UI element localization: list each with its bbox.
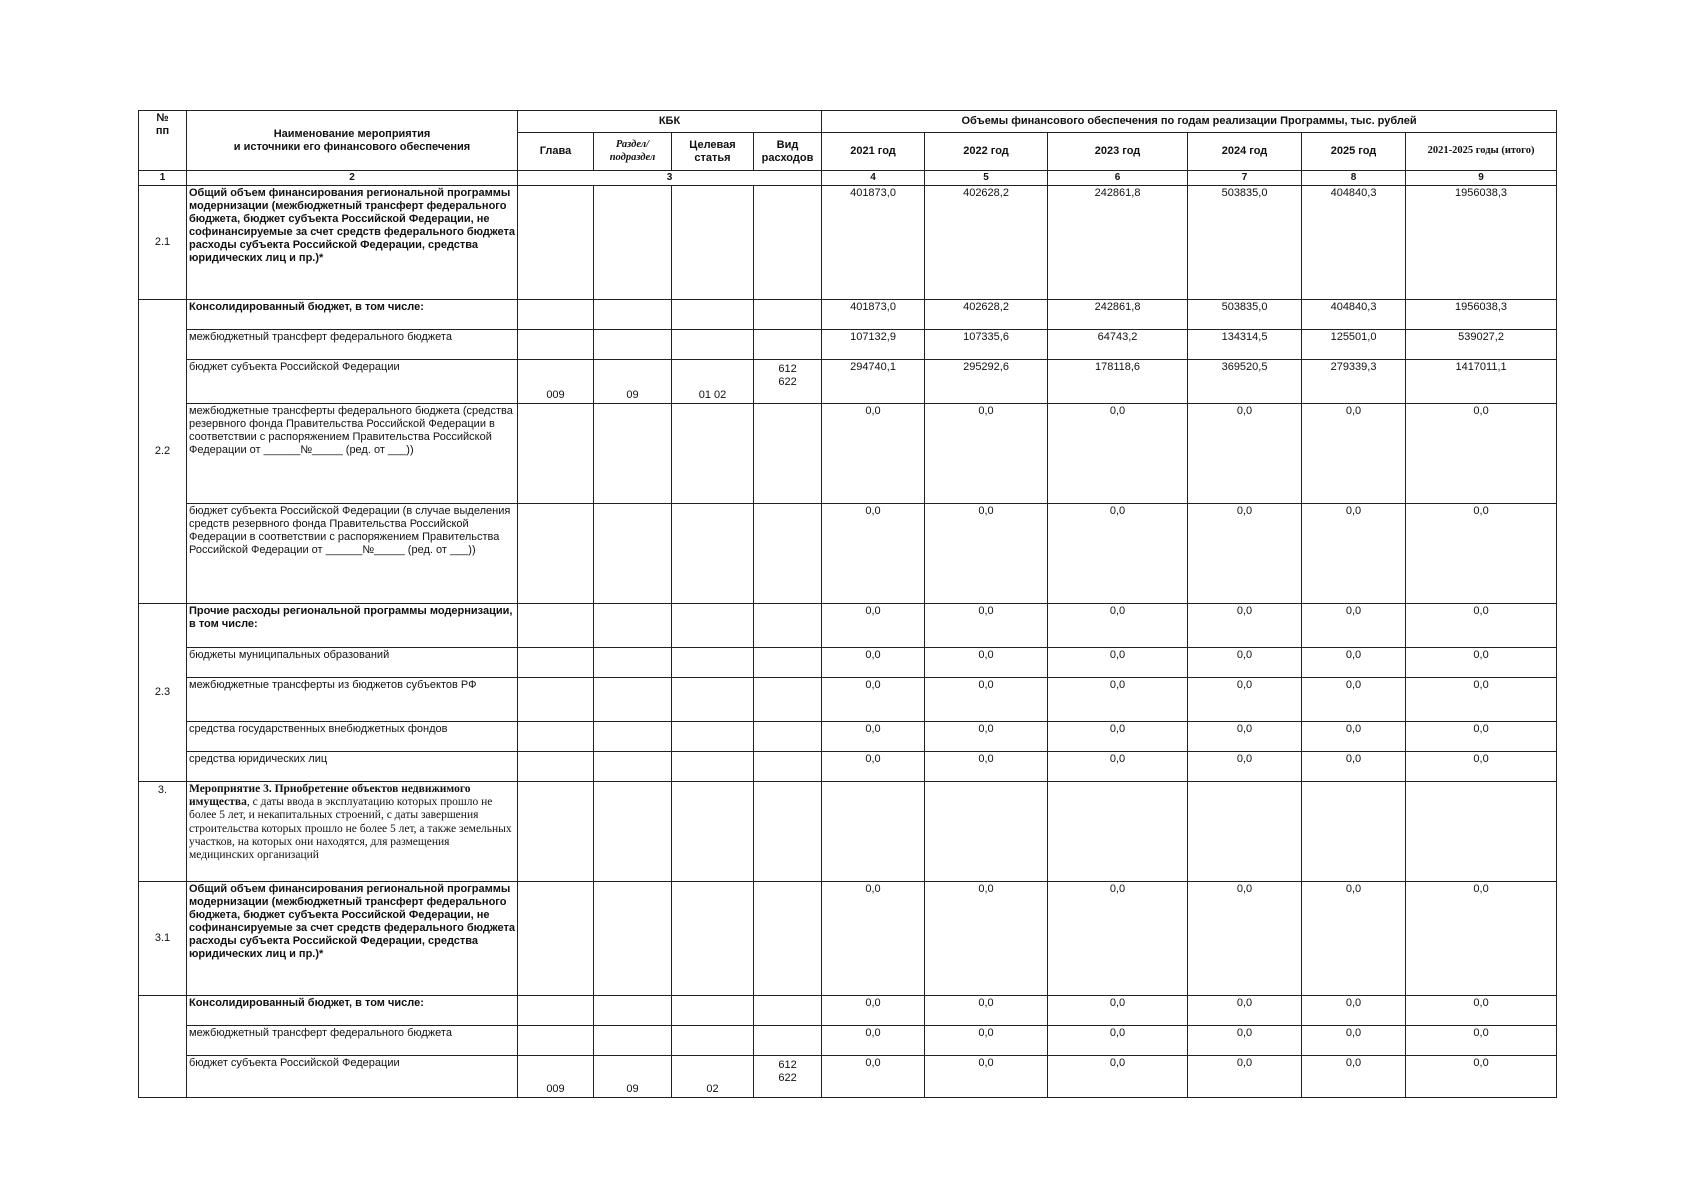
value-cell: 0,0 (822, 648, 925, 678)
kbk-glava (518, 504, 594, 604)
value-cell: 0,0 (822, 722, 925, 752)
kbk-celevaya (672, 882, 754, 996)
value-cell: 0,0 (1048, 604, 1188, 648)
value-cell: 0,0 (1048, 504, 1188, 604)
table-row (139, 186, 1557, 300)
value-cell: 0,0 (1302, 1026, 1406, 1056)
kbk-vid (754, 504, 822, 604)
kbk-vid: 612 622 (754, 1056, 822, 1098)
header-year: 2025 год (1302, 133, 1406, 171)
table-row (139, 300, 1557, 330)
value-cell: 0,0 (1188, 404, 1302, 504)
value-cell: 0,0 (1048, 752, 1188, 782)
table-row (139, 752, 1557, 782)
kbk-celevaya (672, 722, 754, 752)
row-name: межбюджетный трансферт федерального бюджета (187, 1026, 518, 1056)
table-row (139, 722, 1557, 752)
kbk-razdel (594, 1026, 672, 1056)
activity-title: Мероприятие 3. Приобретение объектов недвижимого имущества (189, 783, 471, 809)
row-number: 2.3 (139, 604, 187, 782)
kbk-glava (518, 186, 594, 300)
value-cell: 0,0 (1188, 1056, 1302, 1098)
value-cell: 404840,3 (1302, 300, 1406, 330)
row-number: 2.2 (139, 300, 187, 604)
value-cell: 279339,3 (1302, 360, 1406, 404)
table-row (139, 648, 1557, 678)
value-cell: 178118,6 (1048, 360, 1188, 404)
row-name: межбюджетные трансферты из бюджетов субъектов РФ (187, 678, 518, 722)
header-year: 2021 год (822, 133, 925, 171)
kbk-razdel: 09 (594, 360, 672, 404)
value-cell: 0,0 (822, 504, 925, 604)
kbk-vid (754, 648, 822, 678)
kbk-razdel (594, 782, 672, 882)
table-row (139, 1026, 1557, 1056)
finance-table-sheet (138, 110, 1556, 1098)
kbk-celevaya: 02 (672, 1056, 754, 1098)
value-cell: 0,0 (925, 722, 1048, 752)
value-cell: 107132,9 (822, 330, 925, 360)
index-cell: 4 (822, 171, 925, 186)
value-cell: 0,0 (1048, 996, 1188, 1026)
kbk-glava: 009 (518, 1056, 594, 1098)
kbk-razdel: 09 (594, 1056, 672, 1098)
value-cell: 539027,2 (1406, 330, 1557, 360)
value-cell: 0,0 (1302, 404, 1406, 504)
value-cell: 0,0 (1406, 504, 1557, 604)
row-number (139, 996, 187, 1098)
value-cell: 295292,6 (925, 360, 1048, 404)
index-cell: 5 (925, 171, 1048, 186)
value-cell: 0,0 (1048, 1026, 1188, 1056)
value-cell: 0,0 (822, 882, 925, 996)
value-cell: 0,0 (1406, 752, 1557, 782)
value-cell: 0,0 (925, 648, 1048, 678)
row-name: средства юридических лиц (187, 752, 518, 782)
header-year: 2022 год (925, 133, 1048, 171)
row-name: средства государственных внебюджетных фондов (187, 722, 518, 752)
value-cell: 64743,2 (1048, 330, 1188, 360)
row-name: Прочие расходы региональной программы модернизации, в том числе: (187, 604, 518, 648)
value-cell: 0,0 (1406, 678, 1557, 722)
header-year: 2023 год (1048, 133, 1188, 171)
kbk-razdel (594, 678, 672, 722)
value-cell: 0,0 (1188, 648, 1302, 678)
index-cell: 8 (1302, 171, 1406, 186)
value-cell: 0,0 (822, 604, 925, 648)
value-cell (1048, 782, 1188, 882)
row-name: Консолидированный бюджет, в том числе: (187, 996, 518, 1026)
kbk-celevaya: 01 02 (672, 360, 754, 404)
kbk-glava (518, 404, 594, 504)
kbk-glava (518, 648, 594, 678)
value-cell: 0,0 (1406, 882, 1557, 996)
row-name: бюджет субъекта Российской Федерации (187, 360, 518, 404)
table-row (139, 996, 1557, 1026)
value-cell: 0,0 (822, 1056, 925, 1098)
header-name: Наименование мероприятия и источники его финансового обеспечения (187, 111, 518, 171)
row-number: 2.1 (139, 186, 187, 300)
value-cell: 0,0 (1188, 604, 1302, 648)
kbk-vid (754, 752, 822, 782)
kbk-celevaya (672, 300, 754, 330)
value-cell: 0,0 (1048, 1056, 1188, 1098)
value-cell: 1417011,1 (1406, 360, 1557, 404)
value-cell: 134314,5 (1188, 330, 1302, 360)
value-cell: 0,0 (1302, 996, 1406, 1026)
activity-description: , с даты ввода в эксплуатацию которых прошло не более 5 лет, и некапитальных строений, с даты завершения строительства которых прошло не более 5 лет, а также земельных участков, на которых они находятся, для размещения медицинских организаций (189, 796, 512, 862)
kbk-glava (518, 678, 594, 722)
kbk-vid (754, 186, 822, 300)
value-cell: 0,0 (1406, 1056, 1557, 1098)
finance-table (138, 110, 1557, 1098)
value-cell: 0,0 (1188, 722, 1302, 752)
index-cell: 6 (1048, 171, 1188, 186)
value-cell: 0,0 (1302, 678, 1406, 722)
kbk-vid (754, 882, 822, 996)
kbk-glava (518, 882, 594, 996)
value-cell: 0,0 (1188, 882, 1302, 996)
table-row (139, 1056, 1557, 1098)
kbk-celevaya (672, 752, 754, 782)
kbk-razdel (594, 722, 672, 752)
kbk-razdel (594, 404, 672, 504)
value-cell: 0,0 (1302, 648, 1406, 678)
value-cell: 0,0 (1048, 648, 1188, 678)
value-cell: 0,0 (822, 678, 925, 722)
value-cell: 401873,0 (822, 300, 925, 330)
kbk-vid (754, 1026, 822, 1056)
value-cell: 107335,6 (925, 330, 1048, 360)
index-cell: 7 (1188, 171, 1302, 186)
row-name: Общий объем финансирования региональной программы модернизации (межбюджетный трансферт федерального бюджета, бюджет субъекта Российской Федерации, не софинансируемые за счет средств федерального бюджета расходы субъекта Российской Федерации, средства юридических лиц и пр.)* (187, 186, 518, 300)
kbk-celevaya (672, 330, 754, 360)
header-celevaya: Целевая статья (672, 133, 754, 171)
value-cell: 0,0 (1302, 882, 1406, 996)
value-cell: 0,0 (1406, 722, 1557, 752)
kbk-glava (518, 330, 594, 360)
value-cell: 0,0 (925, 996, 1048, 1026)
kbk-glava (518, 300, 594, 330)
row-name: межбюджетные трансферты федерального бюджета (средства резервного фонда Правительства Российской Федерации в соответствии с распоряжением Правительства Российской Федерации от ______№_____ (ред. от ___)) (187, 404, 518, 504)
table-row (139, 330, 1557, 360)
value-cell (1406, 782, 1557, 882)
kbk-celevaya (672, 648, 754, 678)
value-cell: 401873,0 (822, 186, 925, 300)
value-cell: 294740,1 (822, 360, 925, 404)
index-cell: 1 (139, 171, 187, 186)
value-cell: 0,0 (925, 1056, 1048, 1098)
value-cell: 369520,5 (1188, 360, 1302, 404)
kbk-celevaya (672, 604, 754, 648)
value-cell: 0,0 (1406, 404, 1557, 504)
value-cell: 0,0 (1302, 1056, 1406, 1098)
kbk-celevaya (672, 678, 754, 722)
value-cell: 0,0 (1048, 404, 1188, 504)
value-cell: 242861,8 (1048, 300, 1188, 330)
value-cell: 0,0 (822, 996, 925, 1026)
value-cell: 0,0 (1188, 752, 1302, 782)
value-cell: 0,0 (1302, 504, 1406, 604)
kbk-vid (754, 330, 822, 360)
value-cell: 0,0 (1048, 678, 1188, 722)
kbk-celevaya (672, 504, 754, 604)
kbk-glava (518, 996, 594, 1026)
header-kbk: КБК (518, 111, 822, 133)
value-cell (1302, 782, 1406, 882)
table-row (139, 604, 1557, 648)
table-row (139, 360, 1557, 404)
kbk-vid: 612 622 (754, 360, 822, 404)
value-cell: 125501,0 (1302, 330, 1406, 360)
index-cell: 3 (518, 171, 822, 186)
kbk-celevaya (672, 782, 754, 882)
value-cell: 0,0 (925, 752, 1048, 782)
row-name: межбюджетный трансферт федерального бюджета (187, 330, 518, 360)
value-cell: 0,0 (925, 404, 1048, 504)
row-name: бюджеты муниципальных образований (187, 648, 518, 678)
kbk-glava (518, 782, 594, 882)
header-volumes: Объемы финансового обеспечения по годам реализации Программы, тыс. рублей (822, 111, 1557, 133)
table-row (139, 782, 1557, 882)
header-vid: Вид расходов (754, 133, 822, 171)
row-name: бюджет субъекта Российской Федерации (в случае выделения средств резервного фонда Правительства Российской Федерации в соответствии с распоряжением Правительства Российской Федерации от ______№_____ (ред. от ___)) (187, 504, 518, 604)
header-year-total: 2021-2025 годы (итого) (1406, 133, 1557, 171)
kbk-celevaya (672, 404, 754, 504)
value-cell: 0,0 (1406, 1026, 1557, 1056)
kbk-vid (754, 300, 822, 330)
kbk-glava: 009 (518, 360, 594, 404)
value-cell: 0,0 (1188, 504, 1302, 604)
value-cell: 0,0 (1188, 996, 1302, 1026)
kbk-razdel (594, 300, 672, 330)
value-cell: 0,0 (1302, 752, 1406, 782)
kbk-razdel (594, 752, 672, 782)
kbk-vid (754, 782, 822, 882)
header-no: № пп (139, 111, 187, 171)
value-cell: 1956038,3 (1406, 186, 1557, 300)
value-cell: 0,0 (1406, 996, 1557, 1026)
header-razdel: Раздел/ подраздел (594, 133, 672, 171)
kbk-vid (754, 604, 822, 648)
value-cell: 0,0 (925, 604, 1048, 648)
value-cell: 0,0 (925, 678, 1048, 722)
kbk-glava (518, 604, 594, 648)
table-row (139, 678, 1557, 722)
value-cell: 503835,0 (1188, 300, 1302, 330)
row-name (187, 782, 518, 882)
value-cell: 0,0 (822, 1026, 925, 1056)
kbk-razdel (594, 882, 672, 996)
row-number: 3.1 (139, 882, 187, 996)
kbk-vid (754, 404, 822, 504)
header-glava: Глава (518, 133, 594, 171)
kbk-razdel (594, 186, 672, 300)
value-cell: 0,0 (1188, 1026, 1302, 1056)
row-name: Общий объем финансирования региональной программы модернизации (межбюджетный трансферт федерального бюджета, бюджет субъекта Российской Федерации, не софинансируемые за счет средств федерального бюджета расходы субъекта Российской Федерации, средства юридических лиц и пр.)* (187, 882, 518, 996)
value-cell: 0,0 (1302, 604, 1406, 648)
value-cell (1188, 782, 1302, 882)
value-cell: 0,0 (925, 1026, 1048, 1056)
value-cell: 503835,0 (1188, 186, 1302, 300)
value-cell: 0,0 (822, 752, 925, 782)
table-row (139, 504, 1557, 604)
value-cell: 404840,3 (1302, 186, 1406, 300)
kbk-celevaya (672, 1026, 754, 1056)
kbk-celevaya (672, 186, 754, 300)
value-cell: 0,0 (1406, 604, 1557, 648)
value-cell: 0,0 (1048, 882, 1188, 996)
kbk-vid (754, 722, 822, 752)
value-cell: 242861,8 (1048, 186, 1188, 300)
value-cell: 0,0 (822, 404, 925, 504)
value-cell: 0,0 (1406, 648, 1557, 678)
header-year: 2024 год (1188, 133, 1302, 171)
kbk-vid (754, 678, 822, 722)
kbk-razdel (594, 330, 672, 360)
kbk-razdel (594, 604, 672, 648)
kbk-razdel (594, 504, 672, 604)
value-cell: 0,0 (1188, 678, 1302, 722)
table-row (139, 882, 1557, 996)
value-cell (925, 782, 1048, 882)
value-cell (822, 782, 925, 882)
row-name: бюджет субъекта Российской Федерации (187, 1056, 518, 1098)
value-cell: 1956038,3 (1406, 300, 1557, 330)
index-cell: 9 (1406, 171, 1557, 186)
kbk-razdel (594, 648, 672, 678)
kbk-glava (518, 722, 594, 752)
value-cell: 402628,2 (925, 186, 1048, 300)
kbk-celevaya (672, 996, 754, 1026)
row-number: 3. (139, 782, 187, 882)
index-cell: 2 (187, 171, 518, 186)
kbk-vid (754, 996, 822, 1026)
row-name: Консолидированный бюджет, в том числе: (187, 300, 518, 330)
value-cell: 0,0 (925, 504, 1048, 604)
value-cell: 0,0 (925, 882, 1048, 996)
kbk-glava (518, 1026, 594, 1056)
table-row (139, 404, 1557, 504)
kbk-glava (518, 752, 594, 782)
value-cell: 0,0 (1302, 722, 1406, 752)
kbk-razdel (594, 996, 672, 1026)
value-cell: 0,0 (1048, 722, 1188, 752)
value-cell: 402628,2 (925, 300, 1048, 330)
